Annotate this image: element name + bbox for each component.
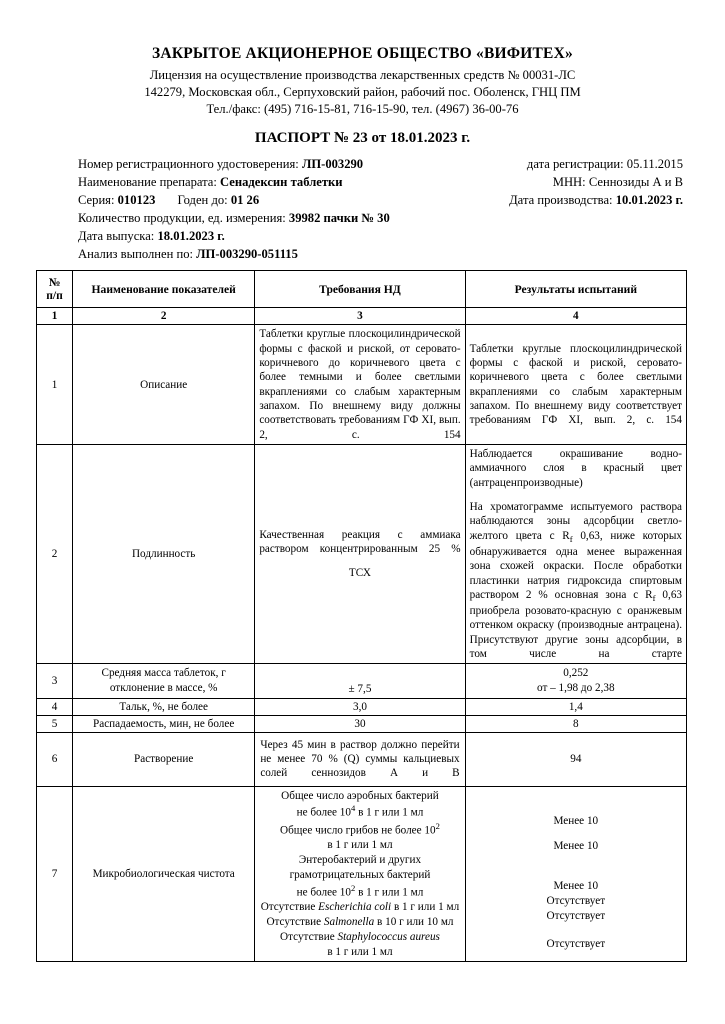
row1-name: Описание [73, 325, 255, 445]
license-line: Лицензия на осуществление производства лекарственных средств № 00031-ЛС [149, 67, 576, 82]
row7-req-line-2: не более $10^4$ в 1 г или 1 мл [296, 803, 424, 820]
document-header [36, 44, 689, 148]
inn [553, 174, 683, 192]
release-date-label: Дата выпуска: [78, 228, 158, 243]
row6-num: 6 [37, 732, 73, 786]
row5-num: 5 [37, 715, 73, 732]
reg-date-label: дата регистрации: [526, 157, 627, 172]
quantity-label: Количество продукции, ед. измерения: [78, 210, 289, 225]
series [78, 192, 259, 210]
row2-res-part2: На хроматограмме испытуемого раствора наблюдаются зоны адсорбции светло-желтого цвета с $R_f$ 0,63, ниже которых обнаруживается одна менее выраженная зона схожей окраски. После обработки пластинки натрия гидроксида спиртовым раствором 2 % основная зона с $R_f$ 0,63 приобрела розовато-красную с оранжевым оттенком окраску (производные антрацена). Присутствуют другие зоны адсорбции, в том числе на старте [469, 501, 683, 661]
row4-num: 4 [37, 698, 73, 715]
table-row [37, 664, 687, 698]
row7-req-line-10: Отсутствие Staphylococcus aureus [280, 930, 440, 943]
row7-res-line-2: Менее 10 [553, 840, 599, 853]
row2-req-part2: ТСХ [348, 567, 372, 580]
th-name: Наименование показателей [73, 271, 255, 308]
expiry-label: Годен до: [177, 192, 231, 207]
series-label: Серия: [78, 192, 118, 207]
row7-name: Микробиологическая чистота [73, 786, 255, 962]
row3-name-line1: Средняя масса таблеток, г [101, 667, 226, 680]
drug-name [78, 174, 343, 192]
mfg-date-value: 10.01.2023 г. [615, 192, 683, 207]
reg-date-value: 05.11.2015 [626, 157, 683, 172]
colnum-1: 1 [37, 308, 73, 325]
expiry-value: 01 26 [230, 192, 260, 207]
meta-row-drug [78, 174, 683, 192]
row7-requirements [255, 786, 465, 962]
passport-number: № 23 от 18.01.2023 г. [333, 129, 471, 146]
reg-number [78, 156, 363, 174]
row5-results: 8 [465, 715, 686, 732]
row2-res-part1: Наблюдается окрашивание водно-аммиачного слоя в красный цвет (антраценпроизводные) [469, 448, 682, 489]
row7-res-line-6: Отсутствует [546, 937, 606, 950]
row3-num: 3 [37, 664, 73, 698]
row7-res-line-4: Отсутствует [546, 894, 606, 907]
row7-req-line-6: грамотрицательных бактерий [289, 868, 431, 881]
table-column-numbers-row [37, 308, 687, 325]
row7-req-line-1: Общее число аэробных бактерий [281, 789, 439, 802]
row5-name: Распадаемость, мин, не более [73, 715, 255, 732]
organization-name: ЗАКРЫТОЕ АКЦИОНЕРНОЕ ОБЩЕСТВО «ВИФИТЕХ» [152, 45, 573, 62]
row7-req-line-9: Отсутствие Salmonella в 10 г или 10 мл [266, 916, 454, 929]
row7-req-line-7: не более $10^2$ в 1 г или 1 мл [296, 882, 424, 899]
drug-value: Сенадексин таблетки [220, 175, 343, 190]
row7-res-line-3: Менее 10 [553, 880, 599, 893]
reg-date [527, 156, 683, 174]
th-num-line2: п/п [46, 289, 63, 303]
reg-number-label: Номер регистрационного удостоверения: [78, 157, 302, 172]
table-row [37, 445, 687, 664]
th-num [37, 271, 73, 308]
row6-name: Растворение [73, 732, 255, 786]
row3-res-line2: от – 1,98 до 2,38 [537, 682, 615, 695]
row2-requirements [255, 445, 465, 664]
row4-requirements: 3,0 [255, 698, 465, 715]
table-row [37, 698, 687, 715]
row1-results: Таблетки круглые плоскоцилиндрической формы с фаской и риской, серовато-коричневого цвета с более светлыми вкраплениями со слабым характерным запахом. По внешнему виду соответствует требованиям ГФ XI, вып. 2, с. 154 [465, 325, 686, 445]
row7-req-line-3: Общее число грибов не более $10^2$ [280, 820, 440, 837]
row7-results [465, 786, 686, 962]
row7-res-line-1: Менее 10 [553, 814, 599, 827]
reg-number-value: ЛП-003290 [301, 157, 364, 172]
row2-num: 2 [37, 445, 73, 664]
inn-label: МНН: [552, 175, 589, 190]
row6-results: 94 [465, 732, 686, 786]
row3-results [465, 664, 686, 698]
phone-line: Тел./факс: (495) 716-15-81, 716-15-90, тел. (4967) 36-00-76 [206, 101, 519, 116]
quantity-value: 39982 пачки № 30 [288, 210, 390, 225]
row2-results [465, 445, 686, 664]
mfg-date [509, 192, 683, 210]
colnum-4: 4 [465, 308, 686, 325]
meta-row-release [78, 228, 683, 246]
meta-row-analysis [78, 246, 683, 264]
meta-row-series [78, 192, 683, 210]
row7-num: 7 [37, 786, 73, 962]
th-requirements: Требования НД [255, 271, 465, 308]
table-header-row [37, 271, 687, 308]
row7-req-line-8: Отсутствие Escherichia coli в 1 г или 1 мл [260, 901, 460, 914]
table-row [37, 732, 687, 786]
row5-requirements: 30 [255, 715, 465, 732]
row7-req-line-11: в 1 г или 1 мл [327, 945, 393, 958]
colnum-2: 2 [73, 308, 255, 325]
colnum-3: 3 [255, 308, 465, 325]
document-meta [36, 156, 689, 263]
series-value: 010123 [117, 192, 156, 207]
analysis-value: ЛП-003290-051115 [196, 246, 298, 261]
results-table [36, 270, 687, 962]
row7-req-line-5: Энтеробактерий и других [298, 854, 422, 867]
table-row [37, 786, 687, 962]
table-row [37, 325, 687, 445]
th-num-line1: № [48, 276, 61, 290]
row4-results: 1,4 [465, 698, 686, 715]
row1-num: 1 [37, 325, 73, 445]
release-date-value: 18.01.2023 г. [157, 228, 225, 243]
row3-name-line2: отклонение в массе, % [109, 682, 218, 695]
row2-name: Подлинность [73, 445, 255, 664]
passport-title [36, 128, 689, 148]
table-row [37, 715, 687, 732]
meta-row-registration [78, 156, 683, 174]
meta-row-quantity [78, 210, 683, 228]
inn-value: Сеннозиды А и В [588, 175, 683, 190]
passport-label: ПАСПОРТ [254, 129, 334, 146]
row3-requirements: ± 7,5 [255, 664, 465, 698]
row7-res-line-5: Отсутствует [546, 909, 606, 922]
row4-name: Тальк, %, не более [73, 698, 255, 715]
row6-requirements: Через 45 мин в раствор должно перейти не менее 70 % (Q) суммы кальциевых солей сеннозидов А и В [255, 732, 465, 786]
row2-req-part1: Качественная реакция с аммиака раствором концентрированным 25 % [259, 528, 461, 556]
row1-requirements: Таблетки круглые плоскоцилиндрической формы с фаской и риской, от серовато-коричневого до коричневого цвета с более темными и более светлыми вкраплениями со слабым характерным запахом. По внешнему виду должны соответствовать требованиям ГФ XI, вып. 2, с. 154 [255, 325, 465, 445]
mfg-date-label: Дата производства: [509, 192, 616, 207]
row7-req-line-4: в 1 г или 1 мл [327, 839, 393, 852]
row3-res-line1: 0,252 [563, 667, 589, 680]
th-results: Результаты испытаний [465, 271, 686, 308]
analysis-label: Анализ выполнен по: [78, 246, 197, 261]
drug-label: Наименование препарата: [78, 175, 221, 190]
row3-name [73, 664, 255, 698]
address-line: 142279, Московская обл., Серпуховский район, рабочий пос. Оболенск, ГНЦ ПМ [144, 84, 581, 99]
